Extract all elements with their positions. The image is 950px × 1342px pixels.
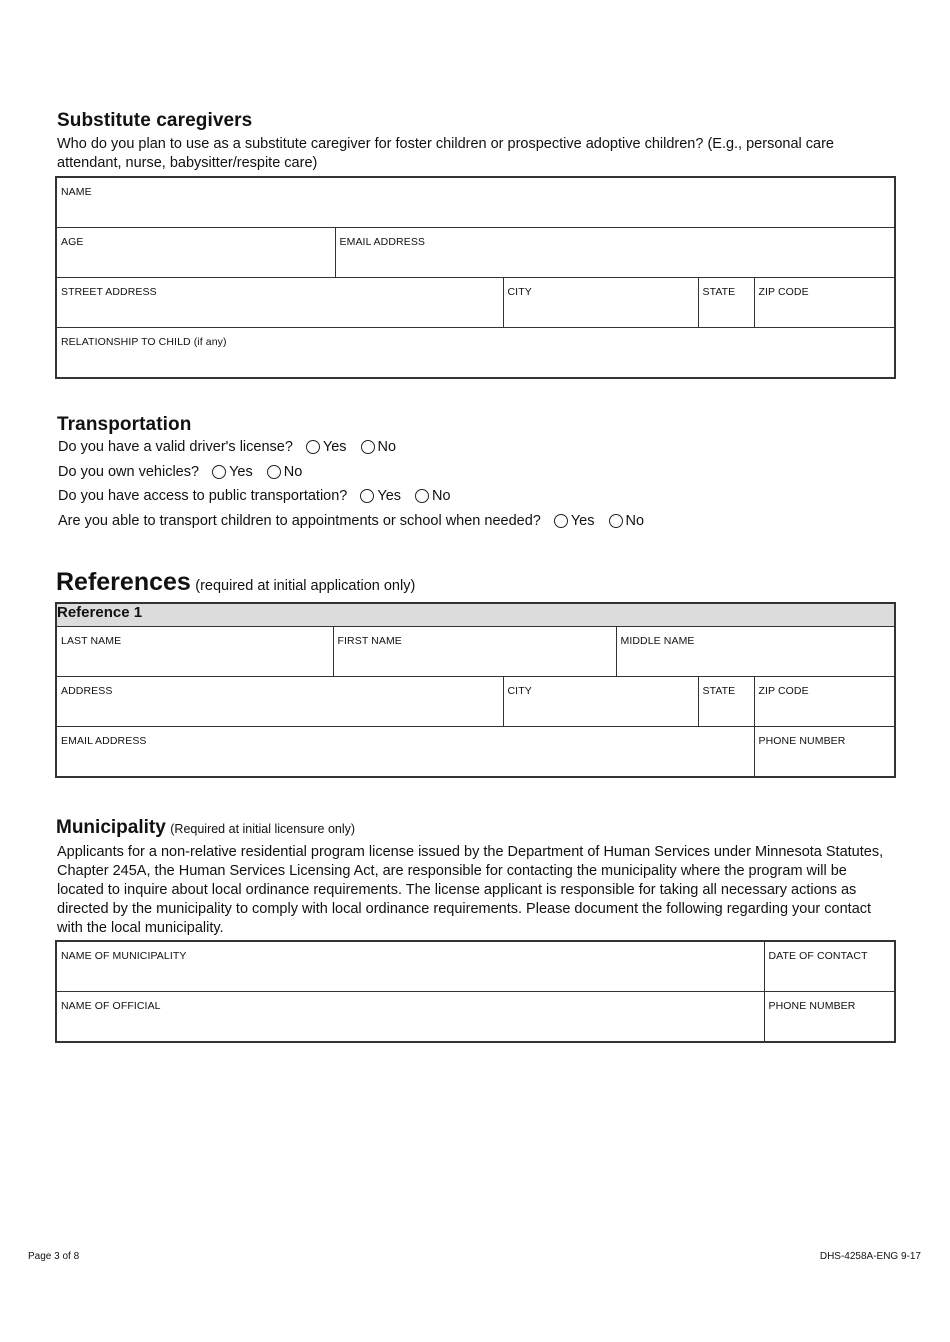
section-heading-references: References — [56, 568, 191, 596]
no-label: No — [283, 464, 303, 480]
yes-label: Yes — [229, 464, 253, 480]
official-name-field[interactable] — [56, 992, 764, 1043]
reference-1-title: Reference 1 — [56, 603, 895, 627]
municipality-table — [55, 940, 896, 1043]
substitute-relationship-field[interactable] — [56, 328, 895, 379]
substitute-state-label: STATE — [702, 286, 736, 298]
municipality-body: Applicants for a non-relative residential program license issued by the Department of Human Services under Minnesota Statutes, Chapter 245A, the Human Services Licensing Act, are responsible for contacting the municipality where the program will be located to inquire about local ordinance requirements. The license applicant is responsible for taking all necessary actions as directed by the municipality to comply with local ordinance requirements. Please document the following regarding your contact with the local municipality. — [57, 844, 884, 936]
municipality-heading-row — [56, 817, 355, 839]
substitute-age-field[interactable] — [56, 228, 335, 278]
substitute-caregiver-table — [55, 176, 896, 379]
license-no-option[interactable] — [361, 439, 397, 455]
ref-phone-label: PHONE NUMBER — [758, 735, 846, 747]
municipality-note: (Required at initial licensure only) — [170, 822, 356, 836]
section-heading-municipality: Municipality — [56, 817, 166, 838]
transport-question-4-text: Are you able to transport children to appointments or school when needed? — [58, 513, 541, 529]
substitute-street-field[interactable] — [56, 278, 503, 328]
substitute-state-field[interactable] — [698, 278, 754, 328]
page-number: Page 3 of 8 — [28, 1251, 80, 1262]
section-heading-transportation: Transportation — [57, 414, 192, 435]
ref-address-field[interactable] — [56, 677, 503, 727]
municipality-name-field[interactable] — [56, 941, 764, 992]
references-note: (required at initial application only) — [195, 578, 416, 594]
yes-label: Yes — [377, 488, 402, 504]
vehicles-yes-option[interactable] — [212, 464, 253, 480]
no-label: No — [432, 488, 451, 504]
substitute-city-label: CITY — [507, 286, 532, 298]
contact-date-field[interactable] — [764, 941, 895, 992]
transport-question-4 — [58, 513, 644, 529]
substitute-street-label: STREET ADDRESS — [61, 286, 157, 298]
ref-last-name-label: LAST NAME — [61, 635, 122, 647]
ref-email-label: EMAIL ADDRESS — [61, 735, 147, 747]
ref-first-name-label: FIRST NAME — [337, 635, 402, 647]
ref-address-label: ADDRESS — [61, 685, 113, 697]
ref-state-field[interactable] — [698, 677, 754, 727]
public-transport-yes-option[interactable] — [360, 488, 401, 504]
radio-icon[interactable] — [361, 440, 375, 454]
official-name-label: NAME OF OFFICIAL — [61, 1000, 161, 1012]
radio-icon[interactable] — [267, 465, 281, 479]
municipality-name-label: NAME OF MUNICIPALITY — [61, 950, 187, 962]
ref-middle-name-field[interactable] — [616, 627, 895, 677]
no-label: No — [625, 513, 645, 529]
ref-middle-name-label: MIDDLE NAME — [620, 635, 695, 647]
yes-label: Yes — [570, 513, 595, 529]
ref-city-field[interactable] — [503, 677, 698, 727]
ref-zip-field[interactable] — [754, 677, 895, 727]
license-yes-option[interactable] — [306, 439, 347, 455]
transport-question-1 — [58, 439, 396, 455]
ref-phone-field[interactable] — [754, 727, 895, 778]
ref-email-field[interactable] — [56, 727, 754, 778]
radio-icon[interactable] — [360, 489, 374, 503]
transport-question-3-text: Do you have access to public transportation? — [58, 488, 348, 504]
radio-icon[interactable] — [554, 514, 568, 528]
substitute-city-field[interactable] — [503, 278, 698, 328]
form-id: DHS-4258A-ENG 9-17 — [819, 1251, 921, 1262]
substitute-email-label: EMAIL ADDRESS — [339, 236, 426, 248]
no-label: No — [377, 439, 397, 455]
transport-question-3 — [58, 488, 451, 504]
substitute-zip-label: ZIP CODE — [758, 286, 809, 298]
transport-children-yes-option[interactable] — [554, 513, 595, 529]
ref-last-name-field[interactable] — [56, 627, 333, 677]
section-heading-substitute-caregivers: Substitute caregivers — [57, 110, 253, 131]
vehicles-no-option[interactable] — [267, 464, 303, 480]
transport-children-no-option[interactable] — [609, 513, 645, 529]
substitute-name-label: NAME — [61, 186, 92, 198]
transport-question-2 — [58, 464, 302, 480]
ref-first-name-field[interactable] — [333, 627, 616, 677]
radio-icon[interactable] — [306, 440, 320, 454]
ref-zip-label: ZIP CODE — [758, 685, 809, 697]
substitute-age-label: AGE — [61, 236, 84, 248]
transport-question-2-text: Do you own vehicles? — [58, 464, 200, 480]
official-phone-label: PHONE NUMBER — [768, 1000, 856, 1012]
substitute-question: Who do you plan to use as a substitute caregiver for foster children or prospective adoptive children? (E.g., personal care attendant, nurse, babysitter/respite care) — [57, 136, 834, 171]
radio-icon[interactable] — [609, 514, 623, 528]
references-heading-row — [56, 568, 415, 597]
radio-icon[interactable] — [415, 489, 429, 503]
substitute-name-field[interactable] — [56, 177, 895, 228]
contact-date-label: DATE OF CONTACT — [768, 950, 868, 962]
public-transport-no-option[interactable] — [415, 488, 451, 504]
reference-1-table — [55, 602, 896, 778]
transport-question-1-text: Do you have a valid driver's license? — [58, 439, 293, 455]
ref-state-label: STATE — [702, 685, 736, 697]
substitute-relationship-label: RELATIONSHIP TO CHILD (if any) — [61, 336, 227, 348]
official-phone-field[interactable] — [764, 992, 895, 1043]
substitute-email-field[interactable] — [335, 228, 895, 278]
ref-city-label: CITY — [507, 685, 532, 697]
substitute-zip-field[interactable] — [754, 278, 895, 328]
radio-icon[interactable] — [212, 465, 226, 479]
yes-label: Yes — [322, 439, 347, 455]
